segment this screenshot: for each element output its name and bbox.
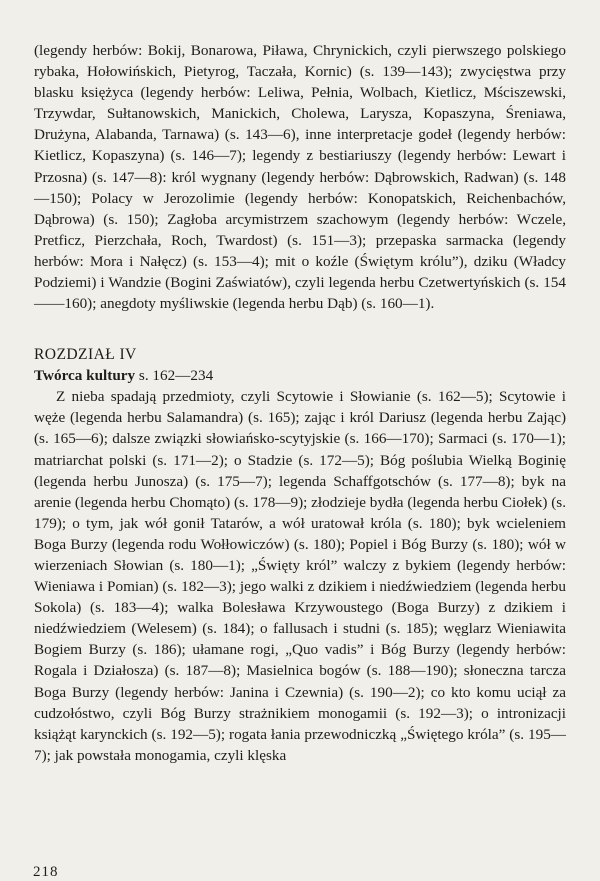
page-number: 218 (33, 864, 59, 880)
paragraph-chapter-summary: Z nieba spadają przedmioty, czyli Scytowie i Słowianie (s. 162—5); Scytowie i węże (legenda herbu Salamandra) (s. 165); zając i król Dariusz (legenda herbu Zając) (s. 165—6); dalsze związki słowiańsko-scytyjskie (s. 166—170); Sarmaci (s. 170—1); matriarchat polski (s. 171—2); o Stadzie (s. 172—5); Bóg poślubia Wielką Boginię (legenda herbu Junosza) (s. 175—7); legenda Schaffgotschów (s. 177—8); byk na arenie (legenda herbu Chomąto) (s. 178—9); złodzieje bydła (legenda herbu Ciołek) (s. 179); o tym, jak wół gonił Tatarów, a wół uratował króla (s. 180); byk wcieleniem Boga Burzy (legenda rodu Wołłowiczów) (s. 180); Popiel i Bóg Burzy (s. 180); wół w wierzeniach Słowian (s. 180—1); „Święty król” walczy z bykiem (legendy herbów: Wieniawa i Pomian) (s. 182—3); jego walki z dzikiem i niedźwiedziem (legenda herbu Sokola) (s. 183—4); walka Bolesława Krzywoustego (Boga Burzy) z dzikiem i niedźwiedziem (Welesem) (s. 184); o fallusach i studni (s. 185); węglarz Wieniawita Bogiem Burzy (s. 186); ułamane rogi, „Quo vadis” i Bóg Burzy (legendy herbów: Rogala i Działosza) (s. 187—8); Masielnica bogów (s. 188—190); słoneczna tarcza Boga Burzy (legendy herbów: Janina i Czewnia) (s. 190—2); co kto komu uciął za cudzołóstwo, czyli Bóg Burzy strażnikiem monogamii (s. 192—3); o intronizacji książąt karynckich (s. 192—5); rogata łania przewodniczką „Świętego króla” (s. 195—7); jak powstała monogamia, czyli klęska (34, 388, 566, 764)
page-body (34, 40, 566, 766)
chapter-page-range: s. 162—234 (138, 367, 214, 385)
chapter-title-line (34, 365, 566, 386)
chapter-heading: ROZDZIAŁ IV (34, 346, 137, 364)
paragraph-continuation: (legendy herbów: Bokij, Bonarowa, Piława, Chrynickich, czyli pierwszego polskiego rybaka, Hołowińskich, Pietyrog, Taczała, Kornic) (s. 139—143); zwycięstwa przy blasku księżyca (legendy herbów: Leliwa, Pełnia, Wolbach, Kietlicz, Mściszewski, Trzywdar, Sułtanowskich, Manickich, Cholewa, Larysza, Kopaszyna, Śreniawa, Drużyna, Alabanda, Tarnawa) (s. 143—6), inne interpretacje godeł (legendy herbów: Kietlicz, Kopaszyna) (s. 146—7); legendy z bestiariuszy (legendy herbów: Lewart i Przosna) (s. 147—8): król wygnany (legendy herbów: Dąbrowskich, Radwan) (s. 148—150); Polacy w Jerozolimie (legendy herbów: Konopatskich, Reichenbachów, Dąbrowa) (s. 150); Zagłoba arcymistrzem szachowym (legendy herbów: Wczele, Pretficz, Pierzchała, Roch, Twardost) (s. 151—3); przepaska sarmacka (legendy herbów: Mora i Nałęcz) (s. 153—4); mit o koźle (Świętym królu”), dziku (Władcy Podziemi) i Wandzie (Bogini Zaświatów), czyli legenda herbu Czetwertyńskich (s. 154——160); anegdoty myśliwskie (legenda herbu Dąb) (s. 160—1). (34, 42, 566, 313)
chapter-title: Twórca kultury (34, 367, 136, 385)
